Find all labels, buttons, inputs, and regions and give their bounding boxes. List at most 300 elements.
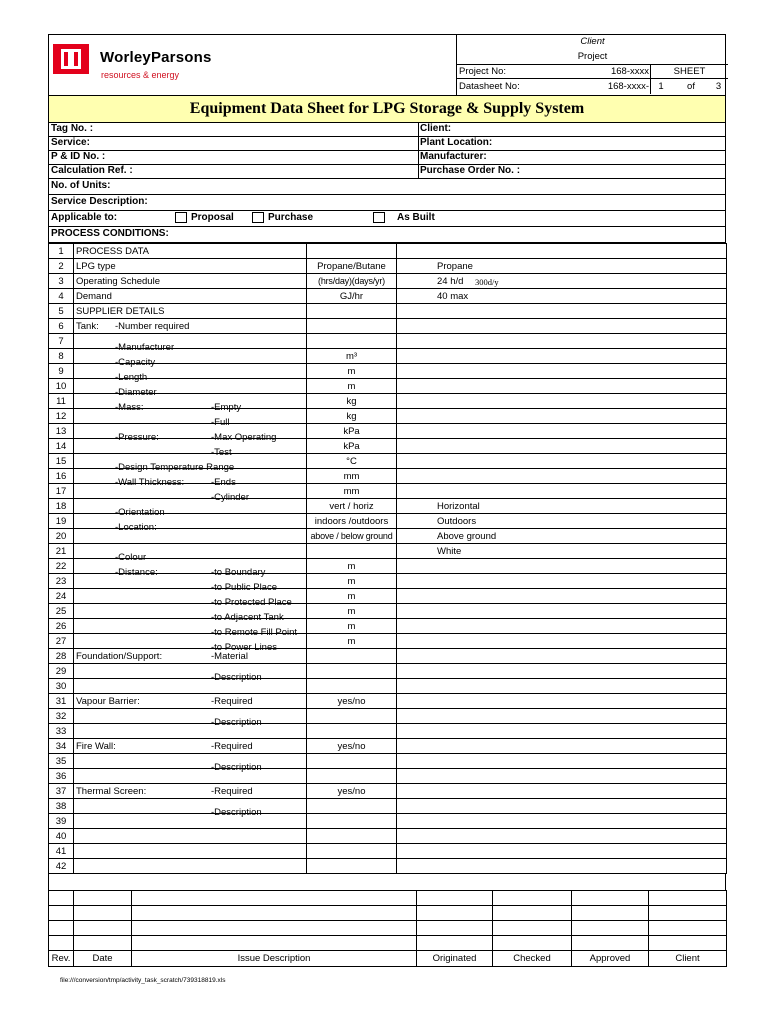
revision-header-row <box>49 951 727 967</box>
revision-cell[interactable] <box>49 936 74 951</box>
row-number: 10 <box>49 379 74 394</box>
row-description <box>74 364 307 383</box>
row-value[interactable] <box>397 544 727 559</box>
row-number: 5 <box>49 304 74 319</box>
row-description <box>74 574 307 593</box>
row-number: 1 <box>49 244 74 259</box>
row-number: 8 <box>49 349 74 364</box>
row-description <box>74 724 307 739</box>
row-unit: mm <box>307 484 397 499</box>
row-sublabel: -Orientation <box>115 507 165 518</box>
row-description <box>74 739 307 754</box>
revision-cell[interactable] <box>74 936 132 951</box>
row-value[interactable] <box>397 664 727 679</box>
revision-cell[interactable] <box>572 906 649 921</box>
revision-cell[interactable] <box>74 891 132 906</box>
sheet-total: 3 <box>715 81 722 92</box>
row-description <box>74 709 307 728</box>
process-conditions-row <box>48 227 726 243</box>
row-subitem: -Cylinder <box>211 492 250 503</box>
table-row <box>49 619 727 634</box>
row-value[interactable] <box>397 754 727 769</box>
row-subitem: -Description <box>211 762 262 773</box>
revision-cell[interactable] <box>74 921 132 936</box>
field-row <box>48 165 726 179</box>
row-unit: m <box>307 604 397 619</box>
process-conditions-label: PROCESS CONDITIONS: <box>51 228 169 239</box>
row-unit: kg <box>307 409 397 424</box>
row-label: Tank: <box>76 320 99 332</box>
row-unit <box>307 544 397 559</box>
row-sublabel: -Wall Thickness: <box>115 477 185 488</box>
row-value[interactable] <box>397 574 727 589</box>
row-unit <box>307 859 397 874</box>
row-number: 9 <box>49 364 74 379</box>
row-description <box>74 424 307 443</box>
footer-path: file:///conversion/tmp/activity_task_scratch/739318819.xls <box>60 977 226 984</box>
revision-cell[interactable] <box>132 936 417 951</box>
logo <box>49 35 456 95</box>
row-value[interactable] <box>397 814 727 829</box>
table-row <box>49 544 727 559</box>
row-description <box>74 514 307 533</box>
row-description <box>74 499 307 518</box>
row-subitem: -to Power Lines <box>211 642 278 653</box>
row-description <box>74 829 307 844</box>
row-value[interactable] <box>397 679 727 694</box>
revision-cell[interactable] <box>572 891 649 906</box>
row-description <box>74 259 307 274</box>
table-row <box>49 859 727 874</box>
row-number: 38 <box>49 799 74 814</box>
row-value[interactable] <box>397 634 727 649</box>
revision-header-cell: Rev. <box>49 951 74 967</box>
applicable-row <box>48 211 726 227</box>
revision-cell[interactable] <box>417 906 493 921</box>
row-description <box>74 754 307 773</box>
logo-mark-icon <box>53 44 89 74</box>
revision-cell[interactable] <box>417 936 493 951</box>
row-description <box>74 694 307 709</box>
revision-row <box>49 891 727 906</box>
row-value[interactable] <box>397 259 727 274</box>
row-value[interactable] <box>397 769 727 784</box>
field-row <box>48 123 726 137</box>
revision-row <box>49 906 727 921</box>
row-value[interactable] <box>397 844 727 859</box>
row-description <box>74 349 307 368</box>
row-number: 24 <box>49 589 74 604</box>
revision-row <box>49 921 727 936</box>
row-subitem: -Empty <box>211 402 242 413</box>
row-sublabel: -Pressure: <box>115 432 159 443</box>
table-row <box>49 799 727 814</box>
revision-cell[interactable] <box>572 921 649 936</box>
row-description <box>74 559 307 578</box>
row-number: 16 <box>49 469 74 484</box>
row-unit <box>307 799 397 814</box>
revision-header-cell: Client <box>649 951 727 967</box>
row-unit <box>307 709 397 724</box>
table-row <box>49 364 727 379</box>
row-subitem: -Required <box>211 740 253 752</box>
row-unit: (hrs/day)(days/yr) <box>307 274 397 289</box>
revision-cell[interactable] <box>649 891 727 906</box>
row-subitem: -Required <box>211 695 253 707</box>
row-unit <box>307 649 397 664</box>
row-description <box>74 454 307 473</box>
row-value[interactable] <box>397 784 727 799</box>
revision-cell[interactable] <box>572 936 649 951</box>
row-subitem: -Test <box>211 447 232 458</box>
row-unit <box>307 679 397 694</box>
row-number: 23 <box>49 574 74 589</box>
row-subitem: -Description <box>211 807 262 818</box>
revision-header-cell: Originated <box>417 951 493 967</box>
row-unit <box>307 724 397 739</box>
table-row <box>49 424 727 439</box>
row-number: 20 <box>49 529 74 544</box>
revision-header-cell: Approved <box>572 951 649 967</box>
row-description <box>74 529 307 544</box>
row-unit: kPa <box>307 424 397 439</box>
row-subitem: -Description <box>211 672 262 683</box>
row-subitem: -to Adjacent Tank <box>211 612 284 623</box>
row-number: 32 <box>49 709 74 724</box>
row-value[interactable] <box>397 589 727 604</box>
row-unit: vert / horiz <box>307 499 397 514</box>
table-row <box>49 499 727 514</box>
row-value[interactable] <box>397 469 727 484</box>
row-subitem: -Material <box>211 650 248 662</box>
row-description <box>74 289 307 304</box>
row-number: 3 <box>49 274 74 289</box>
row-description <box>74 394 307 413</box>
row-description <box>74 319 307 334</box>
table-row <box>49 319 727 334</box>
row-unit: yes/no <box>307 739 397 754</box>
row-label: Demand <box>76 290 112 302</box>
pid-no-label: P & ID No. : <box>51 151 106 162</box>
table-row <box>49 259 727 274</box>
row-unit <box>307 304 397 319</box>
table-row <box>49 664 727 679</box>
revision-cell[interactable] <box>493 921 572 936</box>
row-unit: m <box>307 619 397 634</box>
field-row <box>48 137 726 151</box>
row-value[interactable] <box>397 394 727 409</box>
table-row <box>49 589 727 604</box>
table-row <box>49 454 727 469</box>
row-subitem: -Full <box>211 417 230 428</box>
row-subitem: -Description <box>211 717 262 728</box>
revision-cell[interactable] <box>493 906 572 921</box>
row-sublabel: -Colour <box>115 552 147 563</box>
row-value[interactable] <box>397 499 727 514</box>
row-number: 21 <box>49 544 74 559</box>
table-row <box>49 769 727 784</box>
datasheet-no-label: Datasheet No: <box>459 81 520 92</box>
row-description <box>74 664 307 683</box>
data-table <box>48 243 727 874</box>
row-subitem: -to Protected Place <box>211 597 292 608</box>
revision-cell[interactable] <box>49 906 74 921</box>
table-row <box>49 514 727 529</box>
revision-cell[interactable] <box>49 891 74 906</box>
field-row <box>48 151 726 165</box>
row-value[interactable] <box>397 364 727 379</box>
row-label: PROCESS DATA <box>76 245 150 257</box>
row-value-text: Horizontal <box>437 500 480 512</box>
row-description <box>74 604 307 623</box>
revision-cell[interactable] <box>649 936 727 951</box>
table-row <box>49 289 727 304</box>
row-unit: indoors /outdoors <box>307 514 397 529</box>
project-no: 168-xxxx <box>567 64 651 79</box>
table-row <box>49 739 727 754</box>
row-subitem: -to Public Place <box>211 582 278 593</box>
row-description <box>74 409 307 428</box>
revision-cell[interactable] <box>417 921 493 936</box>
row-value[interactable] <box>397 619 727 634</box>
row-sublabel: -Number required <box>115 320 190 332</box>
row-unit: Propane/Butane <box>307 259 397 274</box>
row-value[interactable] <box>397 334 727 349</box>
row-number: 36 <box>49 769 74 784</box>
sheet-label: SHEET <box>651 64 728 79</box>
revision-cell[interactable] <box>649 906 727 921</box>
row-sublabel: -Length <box>115 372 148 383</box>
revision-cell[interactable] <box>132 891 417 906</box>
revision-cell[interactable] <box>132 906 417 921</box>
service-label: Service: <box>51 137 90 148</box>
purchase-order-label: Purchase Order No. : <box>420 165 521 176</box>
header-info <box>456 35 728 95</box>
revision-cell[interactable] <box>493 936 572 951</box>
row-value[interactable] <box>397 349 727 364</box>
revision-table <box>48 890 727 967</box>
row-description <box>74 469 307 488</box>
purchase-checkbox[interactable] <box>252 212 264 223</box>
row-unit: mm <box>307 469 397 484</box>
row-number: 39 <box>49 814 74 829</box>
field-row <box>48 195 726 211</box>
table-row <box>49 784 727 799</box>
row-subitem: -to Boundary <box>211 567 266 578</box>
row-number: 4 <box>49 289 74 304</box>
revision-cell[interactable] <box>417 891 493 906</box>
datasheet <box>48 34 726 967</box>
row-unit: m <box>307 364 397 379</box>
row-label: Thermal Screen: <box>76 785 147 797</box>
revision-header-cell: Issue Description <box>132 951 417 967</box>
table-row <box>49 709 727 724</box>
row-unit: °C <box>307 454 397 469</box>
row-subitem: -Required <box>211 785 253 797</box>
row-sublabel: -Design Temperature Range <box>115 462 235 473</box>
row-value-text: Propane <box>437 260 473 272</box>
row-value[interactable] <box>397 709 727 724</box>
row-sublabel: -Location: <box>115 522 157 533</box>
row-number: 15 <box>49 454 74 469</box>
table-row <box>49 844 727 859</box>
row-value[interactable] <box>397 859 727 874</box>
row-number: 7 <box>49 334 74 349</box>
row-unit: kg <box>307 394 397 409</box>
row-number: 25 <box>49 604 74 619</box>
row-value[interactable] <box>397 304 727 319</box>
row-value[interactable] <box>397 799 727 814</box>
row-value[interactable] <box>397 409 727 424</box>
row-value[interactable] <box>397 514 727 529</box>
row-number: 18 <box>49 499 74 514</box>
row-sublabel: -Distance: <box>115 567 158 578</box>
row-number: 26 <box>49 619 74 634</box>
row-number: 13 <box>49 424 74 439</box>
table-row <box>49 484 727 499</box>
row-value[interactable] <box>397 379 727 394</box>
row-value[interactable] <box>397 724 727 739</box>
row-description <box>74 589 307 608</box>
row-description <box>74 619 307 638</box>
table-row <box>49 814 727 829</box>
row-value[interactable] <box>397 604 727 619</box>
row-unit <box>307 814 397 829</box>
calc-ref-label: Calculation Ref. : <box>51 165 133 176</box>
row-unit: m <box>307 634 397 649</box>
as-built-checkbox[interactable] <box>373 212 385 223</box>
row-value-text: Above ground <box>437 530 497 542</box>
row-description <box>74 439 307 458</box>
row-description <box>74 244 307 259</box>
row-description <box>74 769 307 784</box>
row-description <box>74 844 307 859</box>
row-number: 17 <box>49 484 74 499</box>
client-label: Client <box>580 36 605 47</box>
table-row <box>49 829 727 844</box>
row-subitem: -Max Operating <box>211 432 277 443</box>
row-value-extra: 300d/y <box>475 277 499 287</box>
row-number: 34 <box>49 739 74 754</box>
row-value[interactable] <box>397 694 727 709</box>
table-row <box>49 559 727 574</box>
table-row <box>49 349 727 364</box>
revision-cell[interactable] <box>132 921 417 936</box>
row-value[interactable] <box>397 439 727 454</box>
row-number: 41 <box>49 844 74 859</box>
row-value-text: Outdoors <box>437 515 477 527</box>
table-row <box>49 439 727 454</box>
row-sublabel: -Capacity <box>115 357 156 368</box>
project-label: Project <box>457 49 728 65</box>
row-number: 2 <box>49 259 74 274</box>
plant-location-label: Plant Location: <box>420 137 493 148</box>
row-number: 40 <box>49 829 74 844</box>
table-row <box>49 574 727 589</box>
row-unit <box>307 334 397 349</box>
revision-cell[interactable] <box>74 906 132 921</box>
row-value[interactable] <box>397 829 727 844</box>
row-subitem: -Ends <box>211 477 236 488</box>
row-number: 31 <box>49 694 74 709</box>
revision-cell[interactable] <box>49 921 74 936</box>
row-value[interactable] <box>397 649 727 664</box>
row-number: 33 <box>49 724 74 739</box>
row-label: Foundation/Support: <box>76 650 163 662</box>
row-label: LPG type <box>76 260 116 272</box>
row-value[interactable] <box>397 454 727 469</box>
table-row <box>49 649 727 664</box>
row-value[interactable] <box>397 559 727 574</box>
row-sublabel: -Diameter <box>115 387 157 398</box>
row-unit <box>307 754 397 769</box>
page-title: Equipment Data Sheet for LPG Storage & Supply System <box>48 95 726 123</box>
row-description <box>74 784 307 799</box>
row-value[interactable] <box>397 739 727 754</box>
row-unit: above / below ground <box>307 529 397 544</box>
table-row <box>49 469 727 484</box>
header <box>48 34 726 95</box>
row-description <box>74 334 307 353</box>
table-row <box>49 754 727 769</box>
row-number: 30 <box>49 679 74 694</box>
row-number: 27 <box>49 634 74 649</box>
row-value[interactable] <box>397 274 727 289</box>
manufacturer-label: Manufacturer: <box>420 151 487 162</box>
table-row <box>49 604 727 619</box>
row-number: 42 <box>49 859 74 874</box>
row-description <box>74 274 307 289</box>
applicable-label: Applicable to: <box>51 212 118 223</box>
row-number: 29 <box>49 664 74 679</box>
proposal-checkbox[interactable] <box>175 212 187 223</box>
table-row <box>49 409 727 424</box>
row-sublabel: -Manufacturer <box>115 342 175 353</box>
row-number: 19 <box>49 514 74 529</box>
table-row <box>49 634 727 649</box>
revision-cell[interactable] <box>649 921 727 936</box>
row-value[interactable] <box>397 424 727 439</box>
row-description <box>74 634 307 653</box>
row-number: 14 <box>49 439 74 454</box>
table-row <box>49 679 727 694</box>
revision-cell[interactable] <box>493 891 572 906</box>
table-row <box>49 304 727 319</box>
purchase-label: Purchase <box>268 212 314 223</box>
row-value[interactable] <box>397 484 727 499</box>
row-number: 11 <box>49 394 74 409</box>
row-unit: m <box>307 589 397 604</box>
row-value[interactable] <box>397 244 727 259</box>
sheet-num: 1 <box>658 81 664 92</box>
row-value[interactable] <box>397 289 727 304</box>
row-description <box>74 859 307 874</box>
row-value[interactable] <box>397 529 727 544</box>
logo-name: WorleyParsons <box>100 49 212 66</box>
row-unit <box>307 829 397 844</box>
row-unit <box>307 244 397 259</box>
of-label: of <box>687 81 695 92</box>
row-unit: yes/no <box>307 694 397 709</box>
row-value[interactable] <box>397 319 727 334</box>
logo-tagline: resources & energy <box>101 70 180 80</box>
row-unit <box>307 769 397 784</box>
row-unit: m <box>307 574 397 589</box>
table-row <box>49 244 727 259</box>
project-no-label: Project No: <box>457 64 567 79</box>
row-description <box>74 799 307 818</box>
row-subitem: -to Remote Fill Point <box>211 627 298 638</box>
